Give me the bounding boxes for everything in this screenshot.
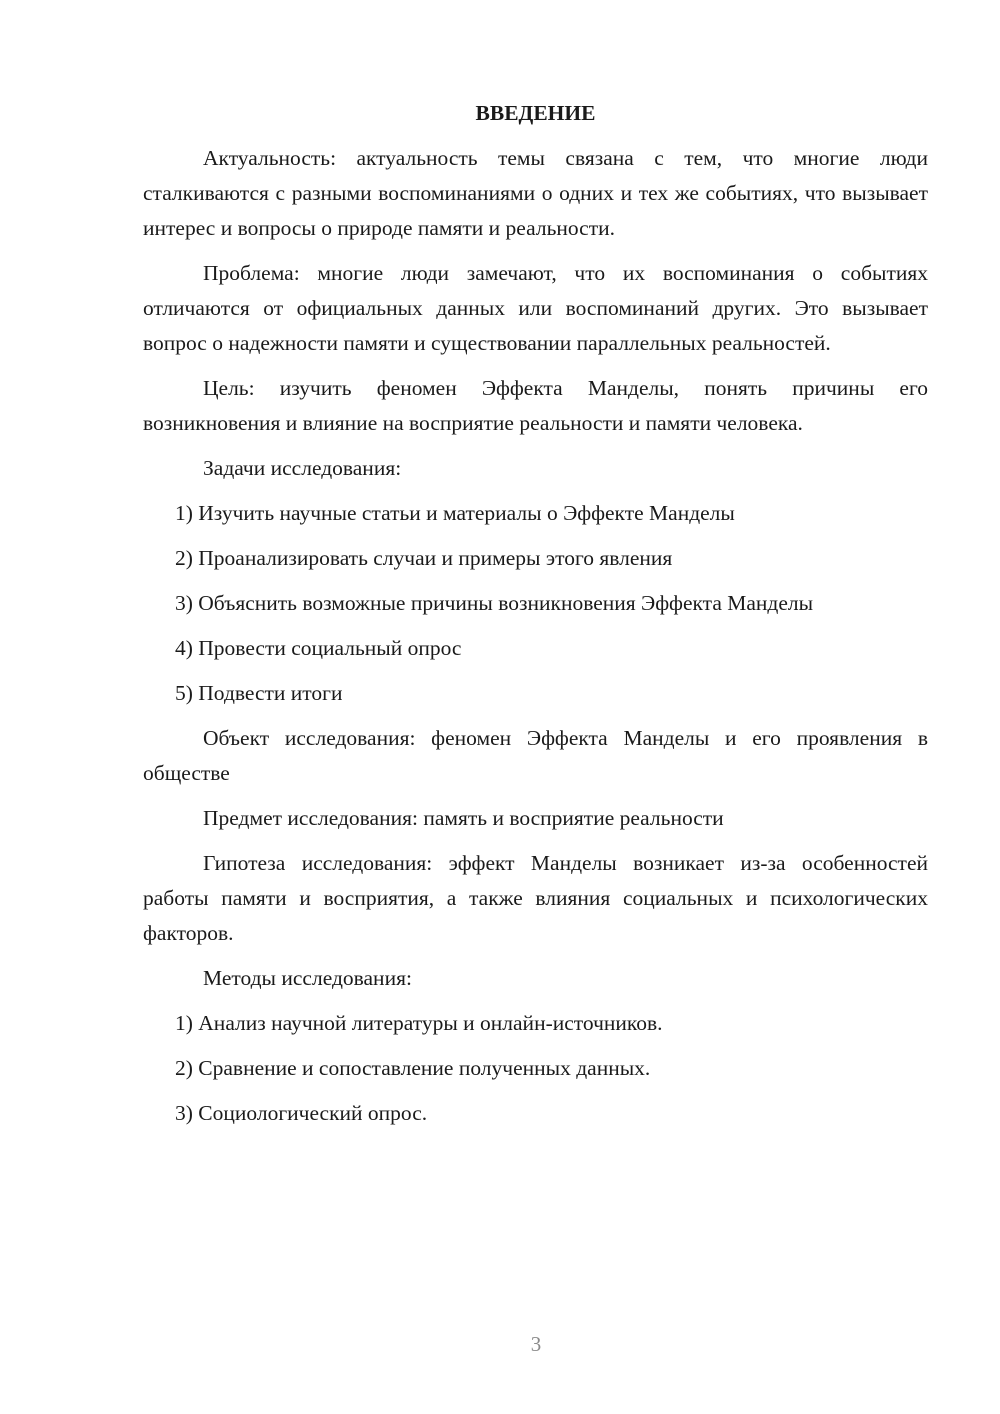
task-item: 2) Проанализировать случаи и примеры этого явления <box>175 546 673 570</box>
method-item: 3) Социологический опрос. <box>175 1101 428 1125</box>
subject-paragraph: Предмет исследования: память и восприятие реальности <box>203 806 724 830</box>
task-item: 4) Провести социальный опрос <box>175 636 462 660</box>
task-item: 5) Подвести итоги <box>175 681 343 705</box>
document-page <box>143 96 928 1141</box>
task-item: 1) Изучить научные статьи и материалы о Эффекте Манделы <box>175 501 735 525</box>
goal-paragraph: Цель: изучить феномен Эффекта Манделы, понять причины его возникновения и влияние на восприятие реальности и памяти человека. <box>143 376 928 435</box>
tasks-list <box>143 496 928 711</box>
method-item: 1) Анализ научной литературы и онлайн-источников. <box>175 1011 663 1035</box>
method-item: 2) Сравнение и сопоставление полученных данных. <box>175 1056 651 1080</box>
page-number: 3 <box>530 1332 542 1356</box>
hypothesis-paragraph: Гипотеза исследования: эффект Манделы возникает из-за особенностей работы памяти и восприятия, а также влияния социальных и психологических факторов. <box>143 851 928 945</box>
section-title: ВВЕДЕНИЕ <box>475 101 596 125</box>
relevance-paragraph: Актуальность: актуальность темы связана с тем, что многие люди сталкиваются с разными воспоминаниями о одних и тех же событиях, что вызывает интерес и вопросы о природе памяти и реальности. <box>143 146 928 240</box>
methods-list <box>143 1006 928 1131</box>
problem-paragraph: Проблема: многие люди замечают, что их воспоминания о событиях отличаются от официальных данных или воспоминаний других. Это вызывает вопрос о надежности памяти и существовании параллельных реальностей. <box>143 261 928 355</box>
task-item: 3) Объяснить возможные причины возникновения Эффекта Манделы <box>175 591 814 615</box>
methods-heading: Методы исследования: <box>203 966 412 990</box>
tasks-heading: Задачи исследования: <box>203 456 402 480</box>
object-paragraph: Объект исследования: феномен Эффекта Манделы и его проявления в обществе <box>143 726 928 785</box>
